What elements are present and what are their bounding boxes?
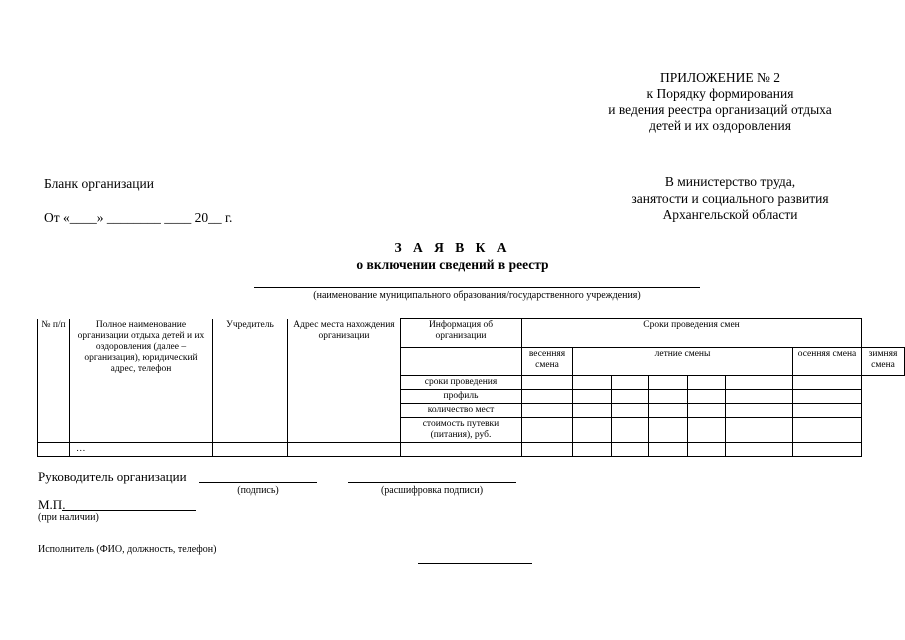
cell-summer[interactable] (612, 443, 649, 457)
stamp-line[interactable] (62, 510, 196, 511)
header-org-name: Полное наименование организации отдыха детей и их оздоровления (далее – организация), юридический адрес, телефон (70, 319, 213, 376)
cell-summer-places[interactable] (573, 404, 612, 418)
cell-summer-profile[interactable] (612, 390, 649, 404)
cell-spring-places[interactable] (522, 404, 573, 418)
row-terms-label: сроки проведения (401, 376, 522, 390)
header-autumn: осенняя смена (793, 347, 862, 376)
stamp-caption: (при наличии) (38, 512, 99, 523)
appendix-line-3: и ведения реестра организаций отдыха (608, 102, 832, 117)
appendix-line-2: к Порядку формирования (646, 86, 794, 101)
header-founder: Учредитель (213, 319, 288, 376)
cell-summer[interactable] (649, 443, 688, 457)
header-summer: летние смены (573, 347, 793, 376)
cell-summer-profile[interactable] (573, 390, 612, 404)
signature-decode-caption: (расшифровка подписи) (380, 485, 484, 496)
appendix-header (560, 70, 880, 134)
cell-summer-places[interactable] (649, 404, 688, 418)
cell-summer-terms[interactable] (688, 376, 726, 390)
cell-spring-profile[interactable] (522, 390, 573, 404)
header-spring: весенняя смена (522, 347, 573, 376)
cell-winter[interactable] (793, 443, 862, 457)
header-no: № п/п (38, 319, 70, 376)
cell-summer-places[interactable] (612, 404, 649, 418)
document-title: З А Я В К А (394, 240, 511, 255)
head-of-organization-label: Руководитель организации (38, 469, 187, 484)
info-empty-cell (401, 347, 522, 376)
registry-table (37, 318, 905, 457)
recipient-line-3: Архангельской области (662, 207, 798, 222)
cell-winter-places[interactable] (793, 404, 862, 418)
signature-line[interactable] (199, 482, 317, 483)
header-info: Информация об организации (401, 319, 522, 348)
cell-autumn-profile[interactable] (726, 390, 793, 404)
cell-spring[interactable] (522, 443, 573, 457)
header-terms: Сроки проведения смен (522, 319, 862, 348)
cell-autumn-places[interactable] (726, 404, 793, 418)
cell-summer-places[interactable] (688, 404, 726, 418)
cell-summer[interactable] (573, 443, 612, 457)
org-blank-label: Бланк организации (44, 176, 154, 191)
cell-summer-cost[interactable] (612, 418, 649, 443)
recipient-block (600, 174, 860, 224)
cell-summer-terms[interactable] (649, 376, 688, 390)
cell-summer-profile[interactable] (688, 390, 726, 404)
appendix-line-4: детей и их оздоровления (649, 118, 791, 133)
cell-summer-terms[interactable] (612, 376, 649, 390)
cell-summer-cost[interactable] (573, 418, 612, 443)
executor-line[interactable] (418, 563, 532, 564)
cell-summer-cost[interactable] (649, 418, 688, 443)
cell-summer-profile[interactable] (649, 390, 688, 404)
signature-caption: (подпись) (237, 485, 279, 496)
recipient-line-1: В министерство труда, (664, 174, 796, 189)
row-profile-label: профиль (401, 390, 522, 404)
cell-winter-cost[interactable] (793, 418, 862, 443)
cell-winter-terms[interactable] (793, 376, 862, 390)
cell-spring-terms[interactable] (522, 376, 573, 390)
cell-summer[interactable] (688, 443, 726, 457)
cell-founder[interactable] (213, 443, 288, 457)
cell-autumn-terms[interactable] (726, 376, 793, 390)
cell-autumn-cost[interactable] (726, 418, 793, 443)
cell-winter-profile[interactable] (793, 390, 862, 404)
header-winter: зимняя смена (862, 347, 905, 376)
cell-summer-terms[interactable] (573, 376, 612, 390)
recipient-line-2: занятости и социального развития (631, 190, 829, 206)
stamp-label: М.П. (38, 497, 66, 512)
executor-label: Исполнитель (ФИО, должность, телефон) (38, 544, 217, 555)
ellipsis-cell: … (70, 443, 213, 457)
cell-row-no[interactable] (38, 443, 70, 457)
municipality-caption: (наименование муниципального образования/государственного учреждения) (313, 290, 641, 301)
appendix-number: ПРИЛОЖЕНИЕ № 2 (659, 70, 781, 85)
row-cost-label: стоимость путевки (питания), руб. (401, 418, 522, 443)
document-subtitle: о включении сведений в реестр (356, 257, 549, 272)
row-places-label: количество мест (401, 404, 522, 418)
cell-address[interactable] (288, 443, 401, 457)
cell-summer-cost[interactable] (688, 418, 726, 443)
cell-spring-cost[interactable] (522, 418, 573, 443)
signature-decode-line[interactable] (348, 482, 516, 483)
cell-autumn[interactable] (726, 443, 793, 457)
municipality-fill-line (254, 287, 700, 288)
header-address: Адрес места нахождения организации (288, 319, 401, 376)
cell-info[interactable] (401, 443, 522, 457)
date-line: От «____» ________ ____ 20__ г. (44, 210, 233, 225)
